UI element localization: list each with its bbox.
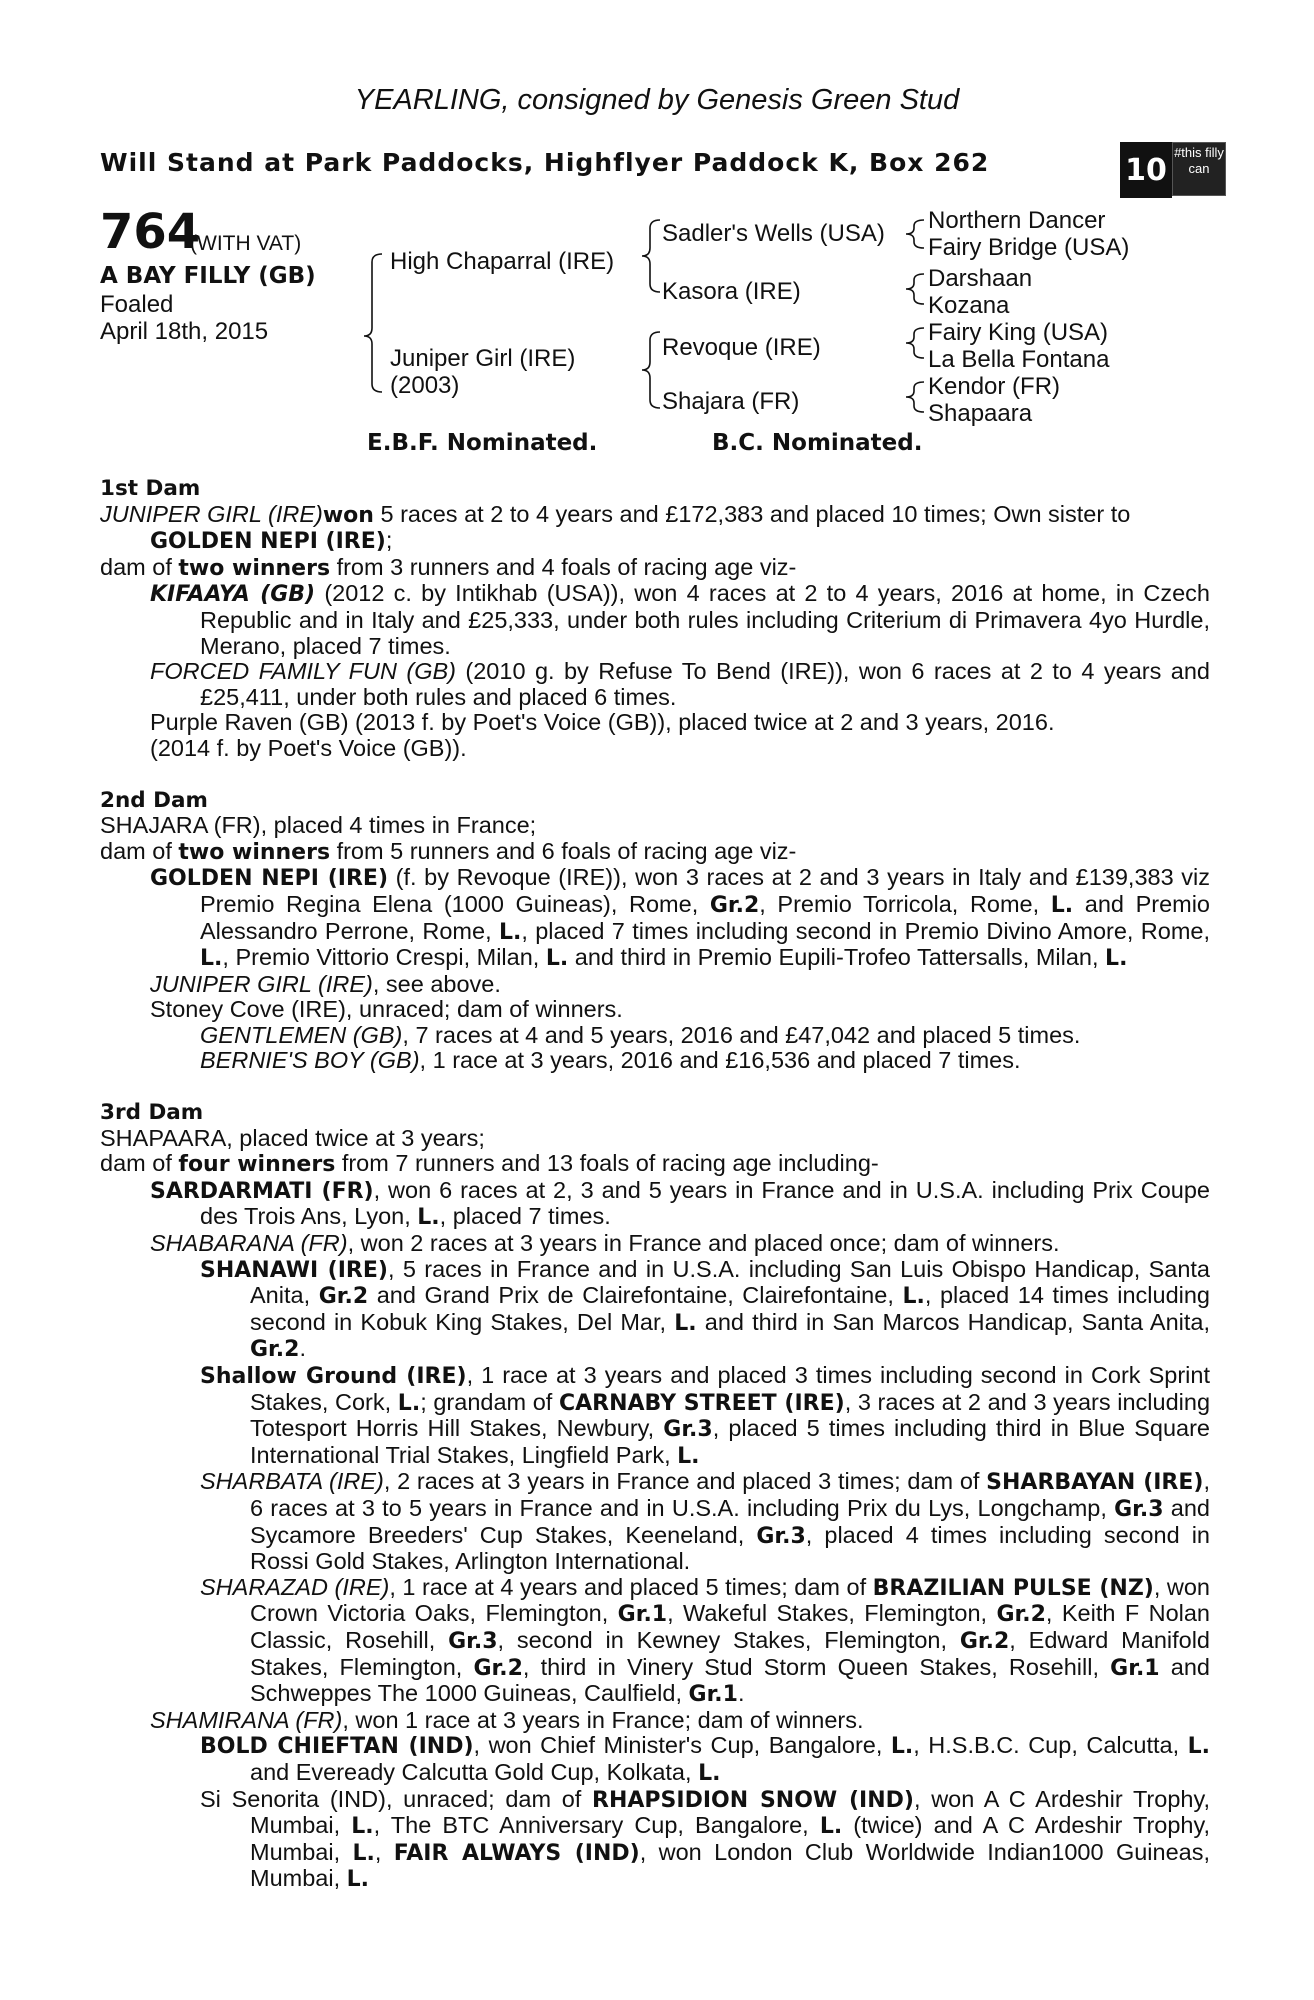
list-item: SHANAWI (IRE), 5 races in France and in U.S.A. including San Luis Obispo Handicap, Santa Anita, Gr.2 and Grand Prix de Clairefontaine, Clairefontaine, L., placed 14 times including second in Kobuk King Stakes, Del Mar, L. and third in San Marcos Handicap, Santa Anita, Gr.2.	[200, 1255, 1211, 1363]
list-item: SHARAZAD (IRE), 1 race at 4 years and placed 5 times; dam of BRAZILIAN PULSE (NZ), won Crown Victoria Oaks, Flemington, Gr.1, Wakeful Stakes, Flemington, Gr.2, Keith F Nolan Classic, Rosehill, Gr.3, second in Kewney Stakes, Flemington, Gr.2, Edward Manifold Stakes, Flemington, Gr.2, third in Vinery Stud Storm Queen Stakes, Rosehill, Gr.1 and Schweppes The 1000 Guineas, Caulfield, Gr.1.	[200, 1573, 1211, 1708]
third-dam-produce-line: dam of four winners from 7 runners and 13 foals of racing age including-	[100, 1150, 879, 1178]
list-item: SHARBATA (IRE), 2 races at 3 years in France and placed 3 times; dam of SHARBAYAN (IRE), 6 races at 3 to 5 years in France and in U.S.A. including Prix du Lys, Longchamp, Gr.3 and Sycamore Breeders' Cup Stakes, Keeneland, Gr.3, placed 4 times including second in Rossi Gold Stakes, Arlington International.	[200, 1468, 1210, 1575]
dam-sire: Revoque (IRE)	[662, 334, 821, 361]
foaled-date: April 18th, 2015	[100, 318, 269, 345]
grandsire-3: Fairy King (USA)	[928, 319, 1109, 346]
list-item: GOLDEN NEPI (IRE) (f. by Revoque (IRE)), won 3 races at 2 and 3 years in Italy and £139,383 viz Premio Regina Elena (1000 Guineas), Rome, Gr.2, Premio Torricola, Rome, L. and Premio Alessandro Perrone, Rome, L., placed 7 times including second in Premio Divino Amore, Rome, L., Premio Vittorio Crespi, Milan, L. and third in Premio Eupili-Trofeo Tattersalls, Milan, L.	[150, 864, 1211, 972]
foaled-label: Foaled	[100, 291, 174, 318]
list-item: SARDARMATI (FR), won 6 races at 2, 3 and 5 years in France and in U.S.A. including Prix Coupe des Trois Ans, Lyon, L., placed 7 times.	[150, 1176, 1210, 1231]
list-item: Shallow Ground (IRE), 1 race at 3 years and placed 3 times including second in Cork Sprint Stakes, Cork, L.; grandam of CARNABY STREET (IRE), 3 races at 2 and 3 years including Totesport Horris Hill Stakes, Newbury, Gr.3, placed 5 times including third in Blue Square International Trial Stakes, Lingfield Park, L.	[200, 1362, 1211, 1469]
list-item: (2014 f. by Poet's Voice (GB)).	[150, 734, 467, 761]
vat-label: (WITH VAT)	[190, 232, 302, 255]
pedigree-brackets	[0, 0, 1314, 460]
grandsire-2: Darshaan	[928, 265, 1033, 292]
list-item: BOLD CHIEFTAN (IND), won Chief Minister's Cup, Bangalore, L., H.S.B.C. Cup, Calcutta, L. and Eveready Calcutta Gold Cup, Kolkata, L.	[200, 1732, 1210, 1786]
badge-text: #this filly can	[1172, 142, 1226, 196]
dam: Juniper Girl (IRE)	[390, 345, 576, 372]
sire: High Chaparral (IRE)	[390, 248, 615, 275]
granddam-1: Fairy Bridge (USA)	[928, 234, 1130, 261]
sire-sire: Sadler's Wells (USA)	[662, 220, 885, 247]
dam-dam: Shajara (FR)	[662, 388, 800, 415]
list-item: Si Senorita (IND), unraced; dam of RHAPSIDION SNOW (IND), won A C Ardeshir Trophy, Mumbai, L., The BTC Anniversary Cup, Bangalore, L. (twice) and A C Ardeshir Trophy, Mumbai, L., FAIR ALWAYS (IND), won London Club Worldwide Indian1000 Guineas, Mumbai, L.	[200, 1785, 1211, 1893]
badge-number: 10	[1120, 142, 1172, 198]
second-dam-heading: 2nd Dam	[100, 787, 208, 813]
dam-year: (2003)	[390, 372, 460, 399]
list-item: SHABARANA (FR), won 2 races at 3 years in France and placed once; dam of winners.	[150, 1230, 1060, 1257]
first-dam-heading: 1st Dam	[100, 476, 201, 501]
grandsire-1: Northern Dancer	[928, 207, 1106, 234]
stand-location: Will Stand at Park Paddocks, Highflyer Paddock K, Box 262	[100, 148, 990, 177]
third-dam-heading: 3rd Dam	[100, 1100, 204, 1126]
granddam-3: La Bella Fontana	[928, 346, 1110, 373]
list-item: FORCED FAMILY FUN (GB) (2010 g. by Refuse To Bend (IRE)), won 6 races at 2 to 4 years and £25,411, under both rules and placed 6 times.	[150, 658, 1211, 710]
second-dam-line: SHAJARA (FR), placed 4 times in France;	[100, 812, 537, 839]
ebf-nominated: E.B.F. Nominated.	[367, 430, 598, 456]
consignor-line: YEARLING, consigned by Genesis Green Stud	[354, 84, 960, 116]
list-item: SHAMIRANA (FR), won 1 race at 3 years in France; dam of winners.	[150, 1706, 864, 1733]
granddam-2: Kozana	[928, 292, 1010, 319]
grandsire-4: Kendor (FR)	[928, 373, 1061, 400]
granddam-4: Shapaara	[928, 400, 1033, 427]
list-item: Stoney Cove (IRE), unraced; dam of winners.	[150, 996, 623, 1023]
third-dam-line: SHAPAARA, placed twice at 3 years;	[100, 1124, 485, 1151]
list-item: Purple Raven (GB) (2013 f. by Poet's Voice (GB)), placed twice at 2 and 3 years, 2016.	[150, 709, 1055, 736]
first-dam-produce-line: dam of two winners from 3 runners and 4 foals of racing age viz-	[100, 553, 797, 581]
second-dam-produce-line: dam of two winners from 5 runners and 6 foals of racing age viz-	[100, 837, 797, 865]
list-item: GENTLEMEN (GB), 7 races at 4 and 5 years, 2016 and £47,042 and placed 5 times.	[200, 1021, 1081, 1048]
sire-dam: Kasora (IRE)	[662, 278, 801, 305]
bc-nominated: B.C. Nominated.	[712, 430, 923, 456]
list-item: BERNIE'S BOY (GB), 1 race at 3 years, 2016 and £16,536 and placed 7 times.	[200, 1047, 1021, 1074]
lot-number: 764	[100, 204, 201, 260]
list-item: KIFAAYA (GB) (2012 c. by Intikhab (USA)), won 4 races at 2 to 4 years, 2016 at home, in Czech Republic and in Italy and £25,333, under both rules including Criterium di Primavera 4yo Hurdle, Merano, placed 7 times.	[150, 580, 1210, 659]
lot-description: A BAY FILLY (GB)	[100, 263, 316, 289]
first-dam-line: JUNIPER GIRL (IRE)won 5 races at 2 to 4 years and £172,383 and placed 10 times; Own sister to GOLDEN NEPI (IRE);	[100, 500, 1131, 555]
catalogue-body	[100, 476, 1210, 1893]
list-item: JUNIPER GIRL (IRE), see above.	[150, 970, 501, 997]
